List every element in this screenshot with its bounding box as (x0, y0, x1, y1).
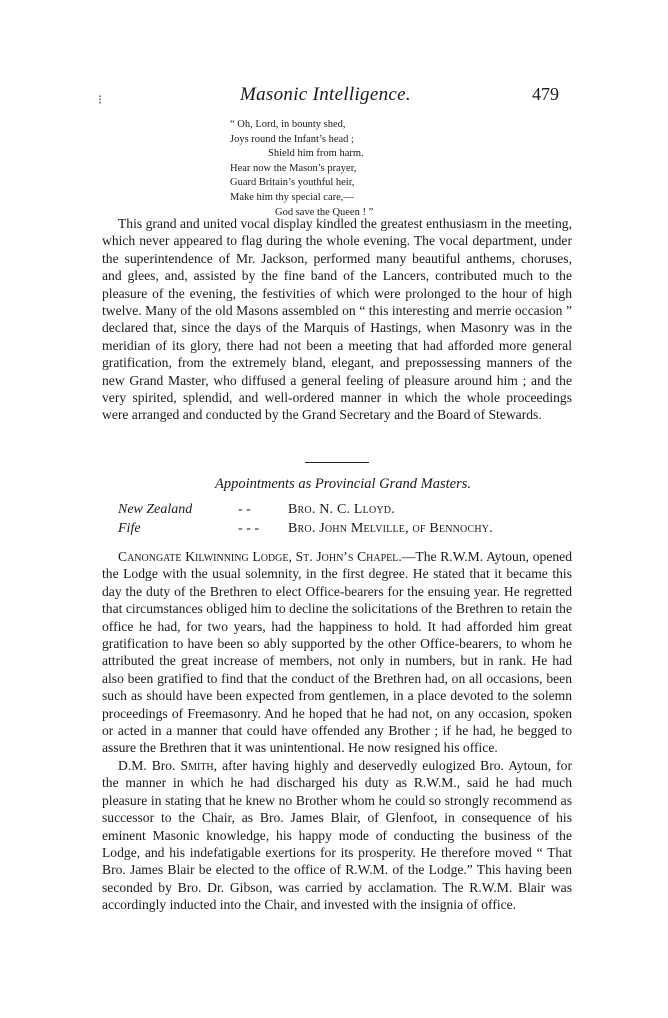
page-number: 479 (532, 84, 559, 104)
appointment-brother: Bro. John Melville, of Bennochy. (288, 521, 493, 536)
paragraph-canongate (102, 548, 572, 757)
poem-line: Make him thy special care,— (230, 191, 354, 203)
lodge-name: Canongate Kilwinning Lodge, St. John’s Chapel. (118, 549, 402, 564)
person-name: Smith (180, 757, 214, 773)
running-head-title: Masonic Intelligence. (240, 84, 411, 105)
appointment-brother: Bro. N. C. Lloyd. (288, 502, 395, 517)
paragraph-text: , after having highly and deservedly eulogized Bro. Aytoun, for the manner in which he had discharged his duty as R.W.M., said he had much pleasure in stating that he knew no Brother whom he could so strongly recommend as successor to the Chair, as Bro. James Blair, of Glenfoot, in consequence of his eminent Masonic knowledge, his happy mode of conducting the business of the Lodge, and his indefatigable exertions for its prosperity. He therefore moved “ That Bro. James Blair be elected to the office of R.W.M. of the Lodge.” This having been seconded by Bro. Dr. Gibson, was carried by acclamation. The R.W.M. Blair was accordingly inducted into the Chair, and invested with the insignia of office. (102, 757, 572, 913)
body-text-bottom (102, 548, 572, 914)
running-head (0, 84, 668, 108)
paragraph-prefix: D.M. Bro. (118, 757, 181, 773)
poem-line: God save the Queen ! ” (275, 206, 374, 218)
appointments-list (118, 500, 493, 538)
poem-line: Hear now the Mason’s prayer, (230, 162, 357, 174)
section-divider (305, 462, 369, 463)
body-text-top (102, 215, 572, 424)
appointment-row (118, 519, 493, 538)
poem-line: Shield him from harm. (268, 148, 364, 160)
poem-line: Joys round the Infant’s head ; (230, 133, 354, 145)
paragraph-election (102, 757, 572, 914)
appointments-heading: Appointments as Provincial Grand Masters. (214, 476, 471, 492)
paragraph-text: —The R.W.M. Aytoun, opened the Lodge with the usual solemnity, in the first degree. He stated that it became this day the duty of the Brethren to elect Office-bearers for the ensuing year. He regretted that circumstances obliged him to decline the solicitations of the Brethren to retain the office he had, for two years, had the happiness to hold. It had afforded him great gratification to have been so ably supported by the other Office-bearers, to whom he attributed the great increase of members, not only in numbers, but in rank. He had also been gratified to find that the conduct of the Brethren had, on all occasions, been such as should have been expected from gentlemen, in a place devoted to the solemn proceedings of Freemasonry. And he hoped that he had not, on any occasion, spoken or acted in a manner that could have offended any Brother ; if he had, he begged to assure the Brethren that it was unintentional. He now resigned his office. (102, 549, 572, 756)
poem-line: “ Oh, Lord, in bounty shed, (230, 119, 346, 130)
appointment-province: Fife (118, 521, 141, 536)
poem-line: Guard Britain’s youthful heir, (230, 177, 355, 189)
margin-mark: ⁝ (98, 92, 103, 107)
paragraph: This grand and united vocal display kindled the greatest enthusiasm in the meeting, which never appeared to flag during the whole evening. The vocal department, under the superintendence of Mr. Jackson, performed many beautiful anthems, choruses, and glees, and, assisted by the fine band of the Lancers, contributed much to the pleasure of the evening, the festivities of which were prolonged to the hour of high twelve. Many of the old Masons assembled on “ this interesting and merrie occasion ” declared that, since the days of the Marquis of Hastings, when Masonry was in the meridian of its glory, there had not been a meeting that had afforded more general gratification, from the extremely bland, elegant, and prepossessing manners of the new Grand Master, who diffused a general feeling of pleasure around him ; and the very spirited, splendid, and well-ordered manner in which the whole proceedings were arranged and conducted by the Grand Secretary and the Board of Stewards. (102, 216, 572, 423)
appointment-province: New Zealand (118, 502, 193, 517)
appointment-leader: - - - (238, 521, 259, 536)
poem-stanza (230, 118, 470, 220)
appointment-leader: - - (238, 502, 251, 517)
appointment-row (118, 500, 493, 519)
